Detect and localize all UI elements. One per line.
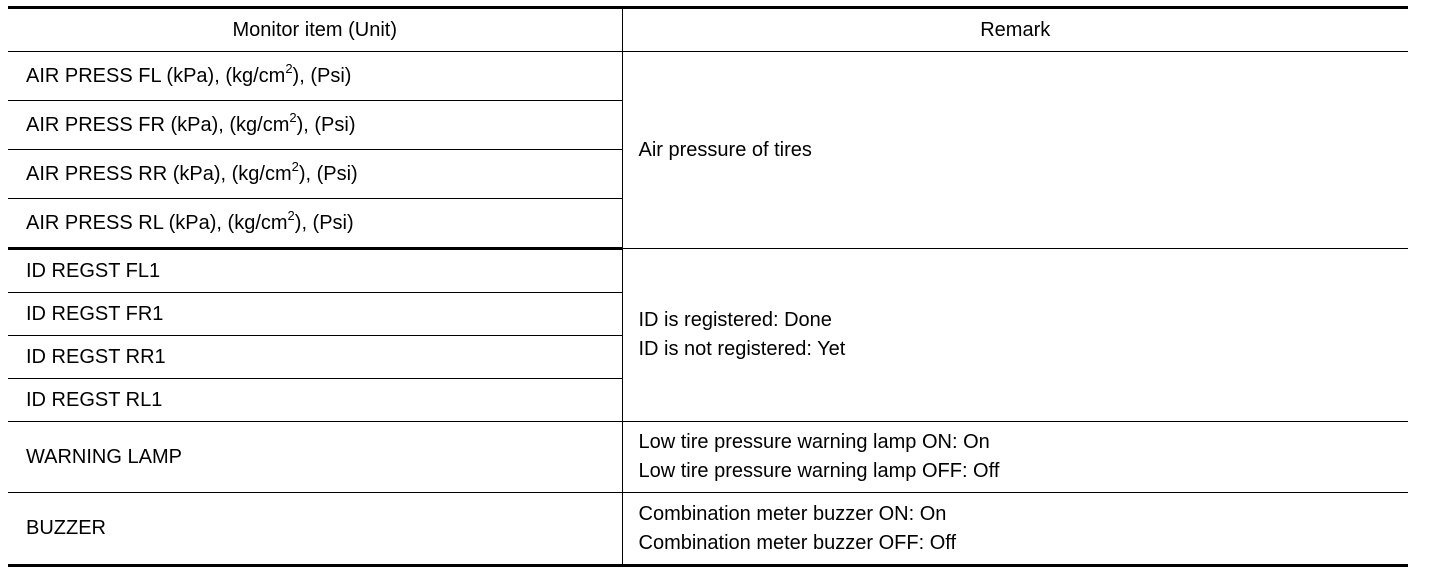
remark-line: Low tire pressure warning lamp OFF: Off <box>638 460 1000 482</box>
remark-line: Combination meter buzzer ON: On <box>638 502 947 525</box>
unit-text: ), (Psi) <box>294 211 354 234</box>
remark-line: Low tire pressure warning lamp ON: On <box>638 431 990 453</box>
unit-text: (kPa), (kg/cm <box>163 211 288 234</box>
unit-text: ), (Psi) <box>292 64 352 87</box>
header-row <box>8 8 1408 52</box>
remark-cell <box>622 422 1408 493</box>
item-name: AIR PRESS RR <box>26 162 168 185</box>
unit-superscript: 2 <box>289 109 297 125</box>
unit-text: (kPa), (kg/cm <box>167 162 292 185</box>
unit-superscript: 2 <box>287 207 295 223</box>
unit-text: ), (Psi) <box>296 113 356 136</box>
item-name: AIR PRESS RL <box>26 211 164 234</box>
monitor-item-cell <box>8 150 622 199</box>
monitor-item-cell <box>8 199 622 249</box>
unit-text: (kPa), (kg/cm <box>164 113 290 136</box>
monitor-item-cell <box>8 52 622 101</box>
monitor-item-cell: BUZZER <box>8 493 622 566</box>
header-remark: Remark <box>622 8 1408 52</box>
unit-text: ), (Psi) <box>298 162 358 185</box>
remark-line: Combination meter buzzer OFF: Off <box>638 531 957 554</box>
remark-cell <box>622 52 1408 249</box>
remark-cell <box>622 493 1408 566</box>
monitor-item-cell: ID REGST FL1 <box>8 249 622 293</box>
table-row <box>8 422 1408 493</box>
item-name: AIR PRESS FL <box>26 64 161 87</box>
remark-line: ID is registered: Done <box>638 309 832 331</box>
header-monitor-item: Monitor item (Unit) <box>8 8 622 52</box>
remark-line: Air pressure of tires <box>638 138 812 161</box>
monitor-item-cell: ID REGST RL1 <box>8 379 622 422</box>
remark-cell <box>622 249 1408 422</box>
monitor-item-cell: ID REGST FR1 <box>8 293 622 336</box>
monitor-item-cell: ID REGST RR1 <box>8 336 622 379</box>
table-row <box>8 249 1408 293</box>
unit-text: (kPa), (kg/cm <box>160 64 286 87</box>
unit-superscript: 2 <box>285 60 293 76</box>
table-row <box>8 52 1408 101</box>
item-name: AIR PRESS FR <box>26 113 165 136</box>
unit-superscript: 2 <box>291 158 299 174</box>
monitor-item-cell <box>8 101 622 150</box>
monitor-item-cell: WARNING LAMP <box>8 422 622 493</box>
remark-line: ID is not registered: Yet <box>638 338 846 360</box>
monitor-item-table <box>8 6 1408 567</box>
table-row <box>8 493 1408 566</box>
